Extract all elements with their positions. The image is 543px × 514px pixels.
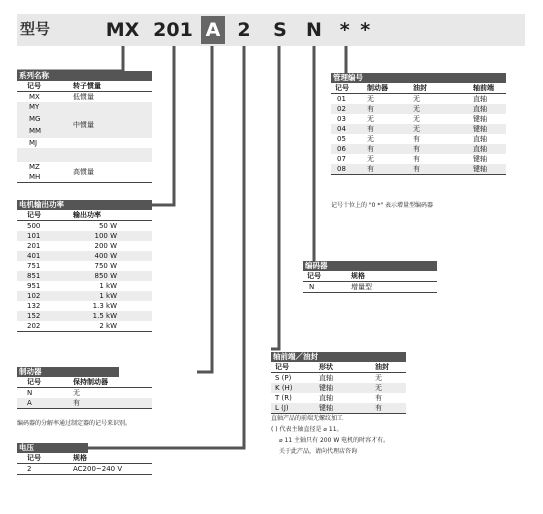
- power-value: 2 kW: [99, 322, 117, 330]
- shaft-note-3: ⌀ 11 主轴只有 200 W 电机的时容才有。: [279, 437, 390, 444]
- encoder-header: [303, 271, 437, 282]
- header-code: 记号: [307, 272, 321, 280]
- table-row: [271, 373, 406, 383]
- mgmt-shaft: 键轴: [473, 155, 487, 163]
- shaft-seal: 无: [375, 374, 382, 382]
- header-code: 记号: [27, 454, 41, 462]
- power-value: 1.3 kW: [92, 302, 117, 310]
- header-shaft: 轴前端: [473, 84, 494, 92]
- table-row: [303, 282, 437, 293]
- mgmt-code: 01: [337, 95, 346, 103]
- table-row: [17, 261, 152, 271]
- table-row: [17, 388, 152, 398]
- power-table: [17, 200, 152, 332]
- management-title: 管理编号: [331, 73, 506, 83]
- series-code: MM: [29, 127, 42, 135]
- series-code: MH: [29, 173, 41, 181]
- table-row: [331, 154, 506, 164]
- encoder-value: 增量型: [351, 283, 372, 291]
- mgmt-brake: 无: [367, 115, 374, 123]
- mgmt-seal: 无: [413, 115, 420, 123]
- power-code: 152: [27, 312, 41, 320]
- power-value: 1 kW: [99, 292, 117, 300]
- power-value: 1.5 kW: [92, 312, 117, 320]
- mgmt-brake: 无: [367, 155, 374, 163]
- mgmt-brake: 有: [367, 105, 374, 113]
- brake-title: 制动器: [17, 367, 119, 377]
- table-row: [331, 114, 506, 124]
- header-inertia: 转子惯量: [73, 82, 101, 90]
- shaft-title: 轴前端／油封: [271, 352, 406, 362]
- encoder-table: [303, 261, 437, 293]
- power-value: 750 W: [94, 262, 117, 270]
- header-seal: 油封: [413, 84, 427, 92]
- power-code: 500: [27, 222, 41, 230]
- header-spec: 规格: [351, 272, 365, 280]
- model-label: 型号: [20, 20, 51, 38]
- table-row: [271, 383, 406, 393]
- model-code-voltage: 2: [237, 19, 251, 41]
- table-row: [17, 221, 152, 231]
- voltage-table: [17, 443, 152, 475]
- series-header: [17, 81, 152, 92]
- series-high-group: [17, 162, 152, 183]
- power-code: 751: [27, 262, 41, 270]
- power-value: 1 kW: [99, 282, 117, 290]
- voltage-value: AC200~240 V: [73, 465, 123, 473]
- series-code: MY: [29, 103, 40, 111]
- series-code: MZ: [29, 163, 40, 171]
- mgmt-code: 04: [337, 125, 346, 133]
- brake-value: 有: [73, 399, 80, 407]
- model-code-management: * *: [339, 19, 373, 41]
- power-code: 102: [27, 292, 41, 300]
- table-row: [331, 144, 506, 154]
- power-code: 132: [27, 302, 41, 310]
- mgmt-seal: 有: [413, 155, 420, 163]
- shaft-note-1: 直轴产品的前端无螺纹加工: [271, 415, 344, 422]
- mgmt-code: 06: [337, 145, 346, 153]
- series-table: [17, 71, 152, 183]
- connector-power: [152, 46, 174, 205]
- table-row: [17, 301, 152, 311]
- mgmt-brake: 有: [367, 165, 374, 173]
- brake-code: A: [27, 399, 32, 407]
- shaft-seal: 有: [375, 404, 382, 412]
- mgmt-seal: 有: [413, 165, 420, 173]
- header-code: 记号: [275, 363, 289, 371]
- encoder-code: N: [309, 283, 315, 291]
- shaft-seal: 无: [375, 384, 382, 392]
- series-mid-group: [17, 102, 152, 162]
- mgmt-brake: 无: [367, 95, 374, 103]
- power-value: 100 W: [94, 232, 117, 240]
- mgmt-shaft: 键轴: [473, 115, 487, 123]
- mgmt-code: 08: [337, 165, 346, 173]
- mgmt-code: 07: [337, 155, 346, 163]
- table-row: [17, 311, 152, 321]
- table-row: [17, 92, 152, 102]
- shaft-code: L (J): [275, 404, 289, 412]
- connector-shaft: [271, 46, 279, 349]
- mgmt-shaft: 键轴: [473, 165, 487, 173]
- table-row: [17, 281, 152, 291]
- connector-encoder: [307, 46, 314, 263]
- model-code-power: 201: [153, 19, 193, 41]
- power-value: 200 W: [94, 242, 117, 250]
- mgmt-shaft: 键轴: [473, 125, 487, 133]
- header-code: 记号: [335, 84, 349, 92]
- shaft-seal: 有: [375, 394, 382, 402]
- shaft-header: [271, 362, 406, 373]
- brake-header: [17, 377, 152, 388]
- table-row: [331, 134, 506, 144]
- mgmt-code: 02: [337, 105, 346, 113]
- mgmt-brake: 有: [367, 145, 374, 153]
- series-code: MX: [29, 93, 40, 101]
- shaft-shape: 直轴: [319, 394, 333, 402]
- mgmt-seal: 无: [413, 95, 420, 103]
- table-row: [17, 464, 152, 475]
- shaft-note-2: ( ) 代表主轴直径是 ⌀ 11。: [271, 426, 343, 433]
- voltage-title: 电压: [17, 443, 88, 453]
- management-header: [331, 83, 506, 94]
- table-row: [271, 403, 406, 414]
- power-code: 851: [27, 272, 41, 280]
- shaft-table: [271, 352, 406, 414]
- connector-series: [17, 46, 123, 71]
- table-row: [17, 251, 152, 261]
- table-row: [331, 164, 506, 175]
- power-value: 850 W: [94, 272, 117, 280]
- mgmt-code: 05: [337, 135, 346, 143]
- connector-brake: [197, 46, 212, 372]
- power-code: 951: [27, 282, 41, 290]
- shaft-code: S (P): [275, 374, 292, 382]
- brake-code: N: [27, 389, 33, 397]
- header-shape: 形状: [319, 363, 333, 371]
- model-code-encoder: N: [306, 19, 322, 41]
- header-code: 记号: [27, 378, 41, 386]
- table-row: [17, 398, 152, 409]
- mgmt-shaft: 直轴: [473, 95, 487, 103]
- shaft-shape: 键轴: [319, 404, 333, 412]
- mgmt-brake: 无: [367, 135, 374, 143]
- power-title: 电机输出功率: [17, 200, 152, 210]
- header-brake: 制动器: [367, 84, 388, 92]
- brake-value: 无: [73, 389, 80, 397]
- table-row: [331, 94, 506, 104]
- model-code-brake: A: [201, 16, 225, 44]
- power-code: 201: [27, 242, 41, 250]
- brake-table: [17, 367, 197, 409]
- header-seal: 油封: [375, 363, 389, 371]
- table-row: [17, 231, 152, 241]
- mgmt-seal: 无: [413, 105, 420, 113]
- shaft-note-4: 关于此产品，请向代理店咨询: [279, 448, 358, 455]
- mgmt-brake: 有: [367, 125, 374, 133]
- series-code: MJ: [17, 138, 152, 148]
- mgmt-seal: 无: [413, 125, 420, 133]
- series-inertia: 中惯量: [73, 121, 94, 129]
- power-code: 202: [27, 322, 41, 330]
- series-title: 系列名称: [17, 71, 152, 81]
- header-code: 记号: [27, 211, 41, 219]
- power-value: 400 W: [94, 252, 117, 260]
- mgmt-shaft: 直轴: [473, 105, 487, 113]
- power-code: 101: [27, 232, 41, 240]
- series-inertia: 高惯量: [73, 168, 94, 176]
- shaft-code: K (H): [275, 384, 293, 392]
- management-note: 记号十位上的 "0 *" 表示增量型编码器: [331, 202, 434, 209]
- table-row: [271, 393, 406, 403]
- header-spec: 规格: [73, 454, 87, 462]
- shaft-shape: 键轴: [319, 384, 333, 392]
- power-header: [17, 210, 152, 221]
- header-holding-brake: 保持制动器: [73, 378, 108, 386]
- table-row: [17, 241, 152, 251]
- header-code: 记号: [27, 82, 41, 90]
- mgmt-seal: 有: [413, 145, 420, 153]
- table-row: [331, 104, 506, 114]
- power-value: 50 W: [98, 222, 117, 230]
- mgmt-shaft: 直轴: [473, 135, 487, 143]
- table-row: [331, 124, 506, 134]
- voltage-code: 2: [27, 465, 32, 473]
- mgmt-shaft: 直轴: [473, 145, 487, 153]
- encoder-title: 编码器: [303, 261, 437, 271]
- power-code: 401: [27, 252, 41, 260]
- shaft-code: T (R): [275, 394, 292, 402]
- management-table: [331, 73, 506, 175]
- model-code-series: MX: [105, 19, 140, 41]
- model-code-shaft: S: [273, 19, 287, 41]
- table-row: [17, 291, 152, 301]
- mgmt-code: 03: [337, 115, 346, 123]
- series-code: MG: [29, 115, 41, 123]
- table-row: [17, 271, 152, 281]
- voltage-header: [17, 453, 152, 464]
- series-inertia: 低惯量: [73, 93, 94, 101]
- table-row: [17, 321, 152, 332]
- shaft-shape: 直轴: [319, 374, 333, 382]
- brake-note: 编码器的分解率通过制定器的记号来识别。: [17, 420, 132, 427]
- header-output: 输出功率: [73, 211, 101, 219]
- mgmt-seal: 有: [413, 135, 420, 143]
